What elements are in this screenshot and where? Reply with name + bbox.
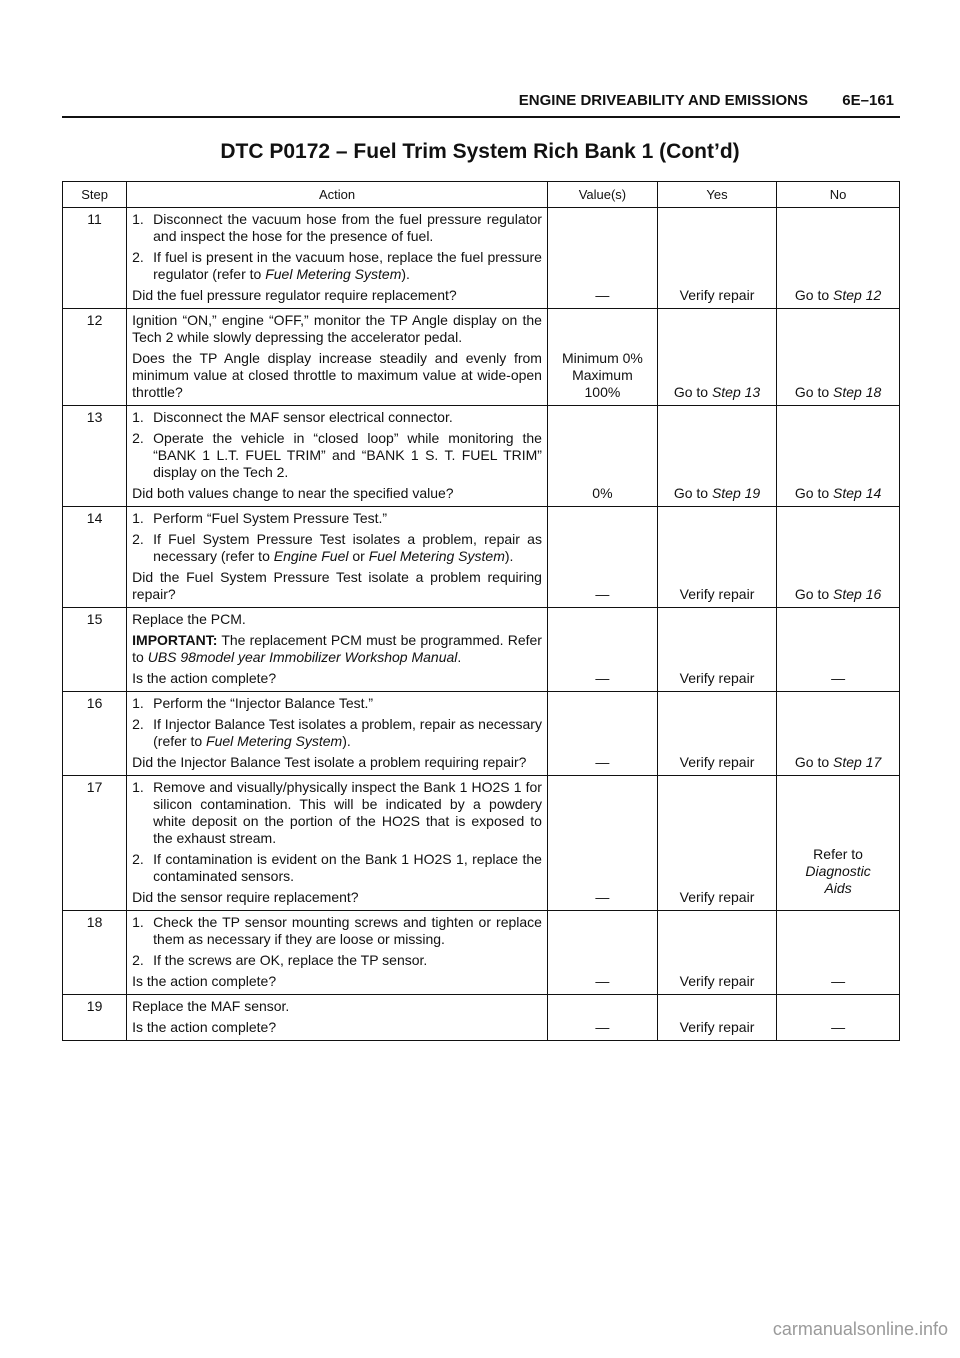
question-text: Did the fuel pressure regulator require replacement?: [132, 287, 457, 303]
step-number: 13: [63, 406, 127, 507]
col-header-step: Step: [63, 182, 127, 208]
question-text: Is the action complete?: [132, 973, 277, 989]
step-number: 14: [63, 507, 127, 608]
no-cell: Go to Step 12: [777, 208, 900, 309]
question-text: Did the Injector Balance Test isolate a problem requiring repair?: [132, 754, 527, 770]
question-text: Is the action complete?: [132, 670, 277, 686]
page-title: DTC P0172 – Fuel Trim System Rich Bank 1 (Cont’d): [220, 140, 740, 163]
no-cell: Go to Step 16: [777, 507, 900, 608]
no-cell: Go to Step 17: [777, 692, 900, 776]
step-number: 17: [63, 776, 127, 911]
action-cell: 1. Perform “Fuel System Pressure Test.” 2. If Fuel System Pressure Test isolates a problem, repair as necessary (refer to Engine Fuel or Fuel Metering System). Did the Fuel System Pressure Test isolate a problem requiring repair?: [127, 507, 548, 608]
important-note: IMPORTANT: The replacement PCM must be programmed. Refer to UBS 98model year Immobilizer Workshop Manual.: [132, 632, 542, 665]
col-header-no: No: [777, 182, 900, 208]
value-cell: —: [547, 507, 657, 608]
value-cell: —: [547, 776, 657, 911]
section-title: ENGINE DRIVEABILITY AND EMISSIONS: [518, 92, 808, 109]
yes-cell: Verify repair: [657, 776, 776, 911]
action-cell: 1. Disconnect the MAF sensor electrical connector. 2. Operate the vehicle in “closed loop” while monitoring the “BANK 1 L.T. FUEL TRIM” and “BANK 1 S. T. FUEL TRIM” display on the Tech 2. Did both values change to near the specified value?: [127, 406, 548, 507]
table-row: [63, 692, 900, 776]
value-cell: —: [547, 911, 657, 995]
action-cell: 1. Disconnect the vacuum hose from the fuel pressure regulator and inspect the hose for the presence of fuel. 2. If fuel is present in the vacuum hose, replace the fuel pressure regulator (refer to Fuel Metering System). Did the fuel pressure regulator require replacement?: [127, 208, 548, 309]
watermark: carmanualsonline.info: [772, 1319, 948, 1339]
action-cell: Replace the MAF sensor. Is the action complete?: [127, 995, 548, 1041]
no-cell: Refer to Diagnostic Aids: [777, 776, 900, 911]
question-text: Did the sensor require replacement?: [132, 889, 359, 905]
diagnostic-table: [62, 181, 900, 1041]
step-number: 16: [63, 692, 127, 776]
page-header: [62, 88, 900, 118]
table-row: [63, 406, 900, 507]
value-cell: —: [547, 995, 657, 1041]
step-number: 19: [63, 995, 127, 1041]
no-cell: —: [777, 608, 900, 692]
table-row: [63, 309, 900, 406]
page-number: 6E–161: [842, 92, 894, 109]
no-cell: —: [777, 911, 900, 995]
table-row: [63, 208, 900, 309]
question-text: Did the Fuel System Pressure Test isolate a problem requiring repair?: [132, 569, 542, 602]
table-row: [63, 776, 900, 911]
yes-cell: Verify repair: [657, 208, 776, 309]
step-number: 15: [63, 608, 127, 692]
col-header-yes: Yes: [657, 182, 776, 208]
yes-cell: Verify repair: [657, 911, 776, 995]
step-number: 18: [63, 911, 127, 995]
action-cell: 1. Remove and visually/physically inspect the Bank 1 HO2S 1 for silicon contamination. This will be indicated by a powdery white deposit on the portion of the HO2S that is exposed to the exhaust stream. 2. If contamination is evident on the Bank 1 HO2S 1, replace the contaminated sensors. Did the sensor require replacement?: [127, 776, 548, 911]
table-row: [63, 995, 900, 1041]
yes-cell: Go to Step 13: [657, 309, 776, 406]
value-cell: Minimum 0% Maximum 100%: [547, 309, 657, 406]
value-cell: —: [547, 692, 657, 776]
col-header-values: Value(s): [547, 182, 657, 208]
action-cell: 1. Perform the “Injector Balance Test.” 2. If Injector Balance Test isolates a problem, repair as necessary (refer to Fuel Metering System). Did the Injector Balance Test isolate a problem requiring repair?: [127, 692, 548, 776]
action-cell: Ignition “ON,” engine “OFF,” monitor the TP Angle display on the Tech 2 while slowly depressing the accelerator pedal. Does the TP Angle display increase steadily and evenly from minimum value at closed throttle to maximum value at wide-open throttle?: [127, 309, 548, 406]
value-cell: —: [547, 608, 657, 692]
action-cell: Replace the PCM. IMPORTANT: The replacement PCM must be programmed. Refer to UBS 98model year Immobilizer Workshop Manual. Is the action complete?: [127, 608, 548, 692]
question-text: Is the action complete?: [132, 1019, 277, 1035]
step-number: 12: [63, 309, 127, 406]
no-cell: Go to Step 18: [777, 309, 900, 406]
table-row: [63, 911, 900, 995]
action-cell: 1. Check the TP sensor mounting screws and tighten or replace them as necessary if they are loose or missing. 2. If the screws are OK, replace the TP sensor. Is the action complete?: [127, 911, 548, 995]
table-row: [63, 507, 900, 608]
yes-cell: Verify repair: [657, 692, 776, 776]
question-text: Does the TP Angle display increase steadily and evenly from minimum value at closed throttle to maximum value at wide-open throttle?: [132, 350, 542, 400]
table-row: [63, 608, 900, 692]
table-header-row: [63, 182, 900, 208]
yes-cell: Go to Step 19: [657, 406, 776, 507]
no-cell: —: [777, 995, 900, 1041]
yes-cell: Verify repair: [657, 608, 776, 692]
value-cell: 0%: [547, 406, 657, 507]
no-cell: Go to Step 14: [777, 406, 900, 507]
step-number: 11: [63, 208, 127, 309]
col-header-action: Action: [127, 182, 548, 208]
yes-cell: Verify repair: [657, 995, 776, 1041]
yes-cell: Verify repair: [657, 507, 776, 608]
value-cell: —: [547, 208, 657, 309]
question-text: Did both values change to near the specified value?: [132, 485, 454, 501]
